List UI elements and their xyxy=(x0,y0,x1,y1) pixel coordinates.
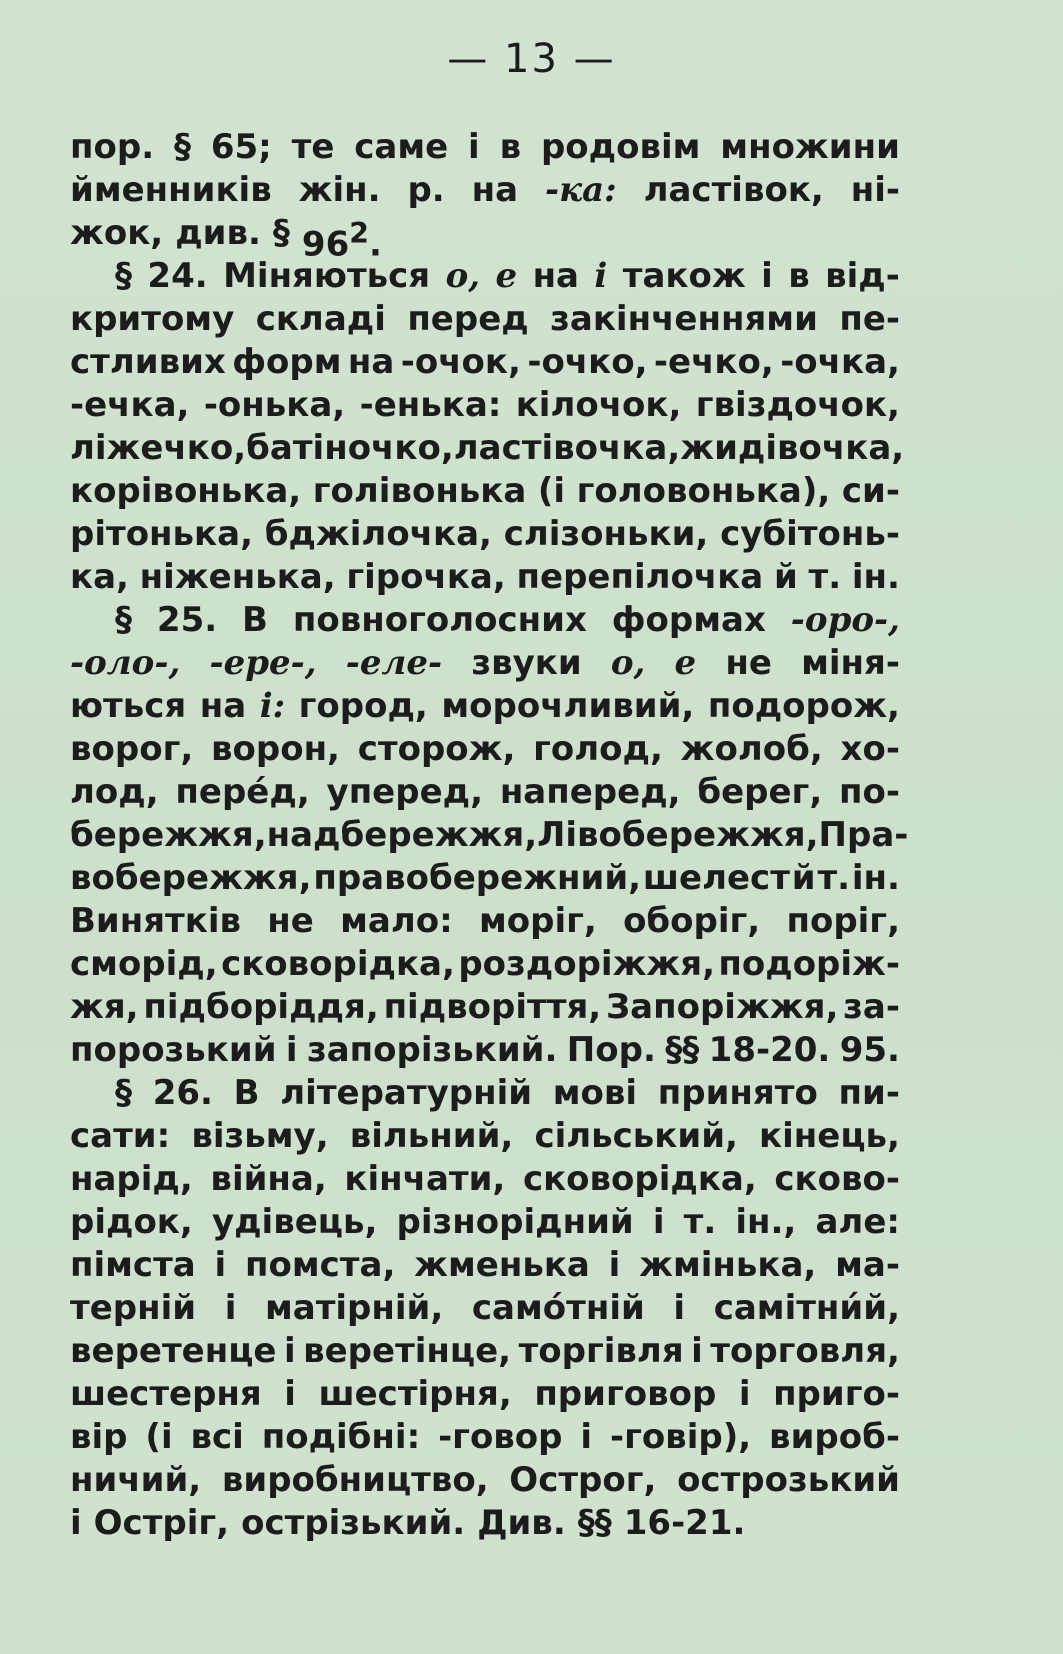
text-line xyxy=(70,1459,900,1502)
word: помста, xyxy=(245,1245,396,1285)
word: -оро-, xyxy=(790,600,900,640)
word: §§ xyxy=(577,1503,612,1543)
word: родовім xyxy=(540,127,701,167)
text-line xyxy=(70,298,900,341)
word: берег, xyxy=(697,772,823,812)
word: Пра- xyxy=(818,815,909,855)
word: і xyxy=(691,1331,703,1371)
text-line xyxy=(70,255,900,298)
body-text xyxy=(70,126,909,1545)
word: си- xyxy=(841,471,900,511)
word: див. xyxy=(175,213,261,253)
word: сковорідка, xyxy=(221,944,455,984)
word: -очок, xyxy=(400,342,521,382)
word: головонька), xyxy=(576,471,831,511)
word: в xyxy=(499,127,522,167)
word: Остріг, xyxy=(93,1503,230,1543)
word: але: xyxy=(815,1202,900,1242)
word: -онька, xyxy=(203,385,346,425)
word: пор. xyxy=(70,127,155,167)
word: мові xyxy=(552,1073,638,1113)
text-line xyxy=(70,685,900,728)
text-line xyxy=(70,986,900,1029)
text-line xyxy=(70,771,900,814)
word: лод, xyxy=(70,772,159,812)
word: субітонь- xyxy=(720,514,900,554)
word: пи- xyxy=(838,1073,900,1113)
word: і xyxy=(70,1503,82,1543)
word: -ечка, xyxy=(70,385,190,425)
word: різнорідний xyxy=(396,1202,634,1242)
word: торгівля xyxy=(518,1331,684,1371)
word: ма- xyxy=(835,1245,900,1285)
word: перепілочка xyxy=(516,557,764,597)
word: В xyxy=(233,1073,260,1113)
word: гірочка, xyxy=(346,557,506,597)
word: 16-21. xyxy=(623,1503,746,1543)
word: кілочок, xyxy=(515,385,682,425)
word: матірній, xyxy=(264,1288,444,1328)
word: 18-20. xyxy=(708,1030,831,1070)
word: (і xyxy=(537,471,566,511)
word: сково- xyxy=(774,1159,900,1199)
word: батіночко, xyxy=(246,428,454,468)
text-line xyxy=(70,1244,900,1287)
text-line xyxy=(70,513,900,556)
word: пімста xyxy=(70,1245,196,1285)
word: також xyxy=(622,256,746,296)
text-line xyxy=(70,212,900,265)
word: порозький xyxy=(70,1030,277,1070)
text-line xyxy=(70,169,900,212)
word: правобережний, xyxy=(313,858,642,898)
word: уперед, xyxy=(326,772,484,812)
word: сільський, xyxy=(534,1116,738,1156)
word: -ере-, xyxy=(209,643,317,683)
word: йменників xyxy=(70,170,272,210)
word: і xyxy=(214,1245,227,1285)
word: веретенце xyxy=(70,1331,277,1371)
word: жін. xyxy=(298,170,381,210)
word: т. xyxy=(683,1202,717,1242)
word: терній xyxy=(70,1288,197,1328)
text-line xyxy=(70,126,900,169)
word: війна, xyxy=(210,1159,327,1199)
word: не xyxy=(725,643,772,683)
word: ка, xyxy=(70,557,129,597)
word: -ка: xyxy=(544,170,617,210)
word: бережжя, xyxy=(70,815,267,855)
text-line xyxy=(70,1416,900,1459)
word: і xyxy=(580,1417,593,1457)
text-line xyxy=(70,1287,900,1330)
word: і xyxy=(468,127,480,167)
text-line xyxy=(70,1115,900,1158)
word: принято xyxy=(657,1073,818,1113)
word: жолоб, xyxy=(680,729,823,769)
word: множини xyxy=(720,127,900,167)
word: 65; xyxy=(210,127,272,167)
text-line xyxy=(70,1502,900,1545)
word: жя, xyxy=(70,987,139,1027)
word: шестірня, xyxy=(318,1374,512,1414)
text-line xyxy=(70,470,900,513)
word: надбережжя, xyxy=(266,815,538,855)
word: підборіддя, xyxy=(143,987,379,1027)
word: виробництво, xyxy=(221,1460,489,1500)
word: §§ xyxy=(665,1030,700,1070)
word: § xyxy=(272,213,290,253)
word: ластівочка, xyxy=(453,428,681,468)
word: вір xyxy=(70,1417,128,1457)
word: повноголосних xyxy=(292,600,587,640)
word: жок, xyxy=(70,213,164,253)
word: -говір), xyxy=(609,1417,752,1457)
word: сковорідка, xyxy=(522,1159,757,1199)
word: подорож, xyxy=(707,686,900,726)
text-line xyxy=(70,1373,900,1416)
word: Лівобережжя, xyxy=(537,815,819,855)
word: звуки xyxy=(471,643,582,683)
word: і xyxy=(761,256,773,296)
text-line xyxy=(70,900,900,943)
word: т. xyxy=(817,858,851,898)
word: ворон, xyxy=(211,729,340,769)
text-line xyxy=(70,556,900,599)
word: жмінька, xyxy=(639,1245,817,1285)
word: всі xyxy=(190,1417,244,1457)
word: (і xyxy=(145,1417,173,1457)
word: ластівок, xyxy=(643,170,824,210)
word: і: xyxy=(259,686,286,726)
text-line xyxy=(70,1330,900,1373)
word: і xyxy=(224,1288,237,1328)
word: § xyxy=(115,1073,132,1113)
word: § xyxy=(173,127,191,167)
word: Винятків xyxy=(70,901,242,941)
word: р. xyxy=(407,170,445,210)
word: і xyxy=(285,1030,298,1070)
word: кінчати, xyxy=(344,1159,506,1199)
word: ничий, xyxy=(70,1460,202,1500)
word: те xyxy=(291,127,335,167)
word: -говор xyxy=(438,1417,563,1457)
text-line xyxy=(70,599,900,642)
text-line xyxy=(70,1158,900,1201)
word: -очко, xyxy=(527,342,648,382)
word: 25. xyxy=(156,600,218,640)
word: жменька xyxy=(414,1245,590,1285)
word: приговор xyxy=(534,1374,717,1414)
word: ін., xyxy=(735,1202,797,1242)
word: голівонька xyxy=(312,471,527,511)
word: вобережжя, xyxy=(70,858,312,898)
text-line xyxy=(70,427,905,470)
word: ються xyxy=(70,686,187,726)
word: критому xyxy=(70,299,235,339)
word: т. xyxy=(808,557,842,597)
text-line xyxy=(70,857,900,900)
word: подібні: xyxy=(261,1417,421,1457)
word: ні- xyxy=(850,170,900,210)
word: на xyxy=(347,342,395,382)
word: самітни́й, xyxy=(713,1288,900,1328)
text-line xyxy=(70,814,909,857)
word: саме xyxy=(354,127,449,167)
text-line xyxy=(70,384,900,427)
word: літературній xyxy=(280,1073,533,1113)
word: острозький xyxy=(677,1460,900,1500)
word: город, xyxy=(298,686,428,726)
word: закінченнями xyxy=(550,299,818,339)
word: о, xyxy=(610,643,646,683)
word: сморід, xyxy=(70,944,218,984)
word: і xyxy=(652,1202,665,1242)
word: візьму, xyxy=(191,1116,329,1156)
word: форм xyxy=(232,342,342,382)
word: сторож, xyxy=(357,729,516,769)
word: § xyxy=(115,600,132,640)
word: Запоріжжя, xyxy=(606,987,839,1027)
word: не xyxy=(267,901,314,941)
text-line xyxy=(70,341,900,384)
word: наперед, xyxy=(499,772,681,812)
word: самóтній xyxy=(471,1288,645,1328)
word: кінець, xyxy=(759,1116,900,1156)
word: й xyxy=(791,858,816,898)
word: на xyxy=(199,686,247,726)
word: і xyxy=(594,256,608,296)
word: бджілочка, xyxy=(264,514,492,554)
word: формах xyxy=(611,600,766,640)
word: 26. xyxy=(152,1073,213,1113)
word: складі xyxy=(255,299,386,339)
word: торговля, xyxy=(710,1331,900,1371)
text-line xyxy=(70,943,900,986)
word: веретінце, xyxy=(303,1331,512,1371)
word: -оло-, xyxy=(70,643,181,683)
word: на xyxy=(532,256,579,296)
word: пе- xyxy=(839,299,900,339)
word: шестерня xyxy=(70,1374,262,1414)
word: ніженька, xyxy=(139,557,336,597)
word: морочливий, xyxy=(441,686,695,726)
word: нарід, xyxy=(70,1159,193,1199)
word: голод, xyxy=(533,729,663,769)
word: рідок, xyxy=(70,1202,193,1242)
text-line xyxy=(70,1201,900,1244)
word: Міняються xyxy=(223,256,431,296)
word: острізький. xyxy=(241,1503,466,1543)
word: -енька: xyxy=(359,385,502,425)
word: подоріж- xyxy=(718,944,900,984)
word: ін. xyxy=(851,557,900,597)
word: 95. xyxy=(839,1030,900,1070)
word: в xyxy=(788,256,810,296)
word: перéд, xyxy=(175,772,310,812)
word: роздоріжжя, xyxy=(458,944,715,984)
word: гвіздочок, xyxy=(695,385,900,425)
word: 24. xyxy=(147,256,208,296)
word: ін. xyxy=(851,858,900,898)
page-number: — 13 — xyxy=(447,36,616,82)
word: міня- xyxy=(801,643,900,683)
word: жидівочка, xyxy=(680,428,905,468)
word: і xyxy=(284,1374,296,1414)
word: $96^2$. xyxy=(301,217,382,265)
word: -ечко, xyxy=(653,342,774,382)
word: мало: xyxy=(340,901,453,941)
word: е xyxy=(495,256,518,296)
word: перед xyxy=(407,299,529,339)
word: слізоньки, xyxy=(503,514,709,554)
word: ліжечко, xyxy=(70,428,247,468)
word: і xyxy=(283,1331,296,1371)
word: -очка, xyxy=(780,342,900,382)
word: і xyxy=(673,1288,686,1328)
word: -еле- xyxy=(345,643,443,683)
word: від- xyxy=(825,256,900,296)
word: корівонька, xyxy=(70,471,302,511)
word: Див. xyxy=(477,1503,566,1543)
word: сати: xyxy=(70,1116,171,1156)
word: запорізький. xyxy=(306,1030,558,1070)
word: вільний, xyxy=(349,1116,514,1156)
word: підворіття, xyxy=(383,987,602,1027)
word: на xyxy=(471,170,519,210)
text-line xyxy=(70,1072,900,1115)
text-line xyxy=(70,1029,900,1072)
word: ворог, xyxy=(70,729,194,769)
word: вироб- xyxy=(769,1417,900,1457)
word: § xyxy=(115,256,132,296)
text-line xyxy=(70,642,900,685)
word: моріг, xyxy=(478,901,597,941)
word: е xyxy=(674,643,697,683)
word: Острог, xyxy=(509,1460,657,1500)
word: за- xyxy=(843,987,900,1027)
word: поріг, xyxy=(786,901,900,941)
word: В xyxy=(242,600,268,640)
word: оборіг, xyxy=(623,901,761,941)
word: стливих xyxy=(70,342,226,382)
word: о, xyxy=(445,256,481,296)
word: хо- xyxy=(840,729,900,769)
word: приго- xyxy=(773,1374,900,1414)
word: й xyxy=(773,557,798,597)
word: і xyxy=(738,1374,751,1414)
word: і xyxy=(608,1245,621,1285)
word: шелест xyxy=(642,858,790,898)
word: Пор. xyxy=(566,1030,656,1070)
word: по- xyxy=(839,772,900,812)
word: рітонька, xyxy=(70,514,253,554)
word: удівець, xyxy=(211,1202,378,1242)
text-line xyxy=(70,728,900,771)
